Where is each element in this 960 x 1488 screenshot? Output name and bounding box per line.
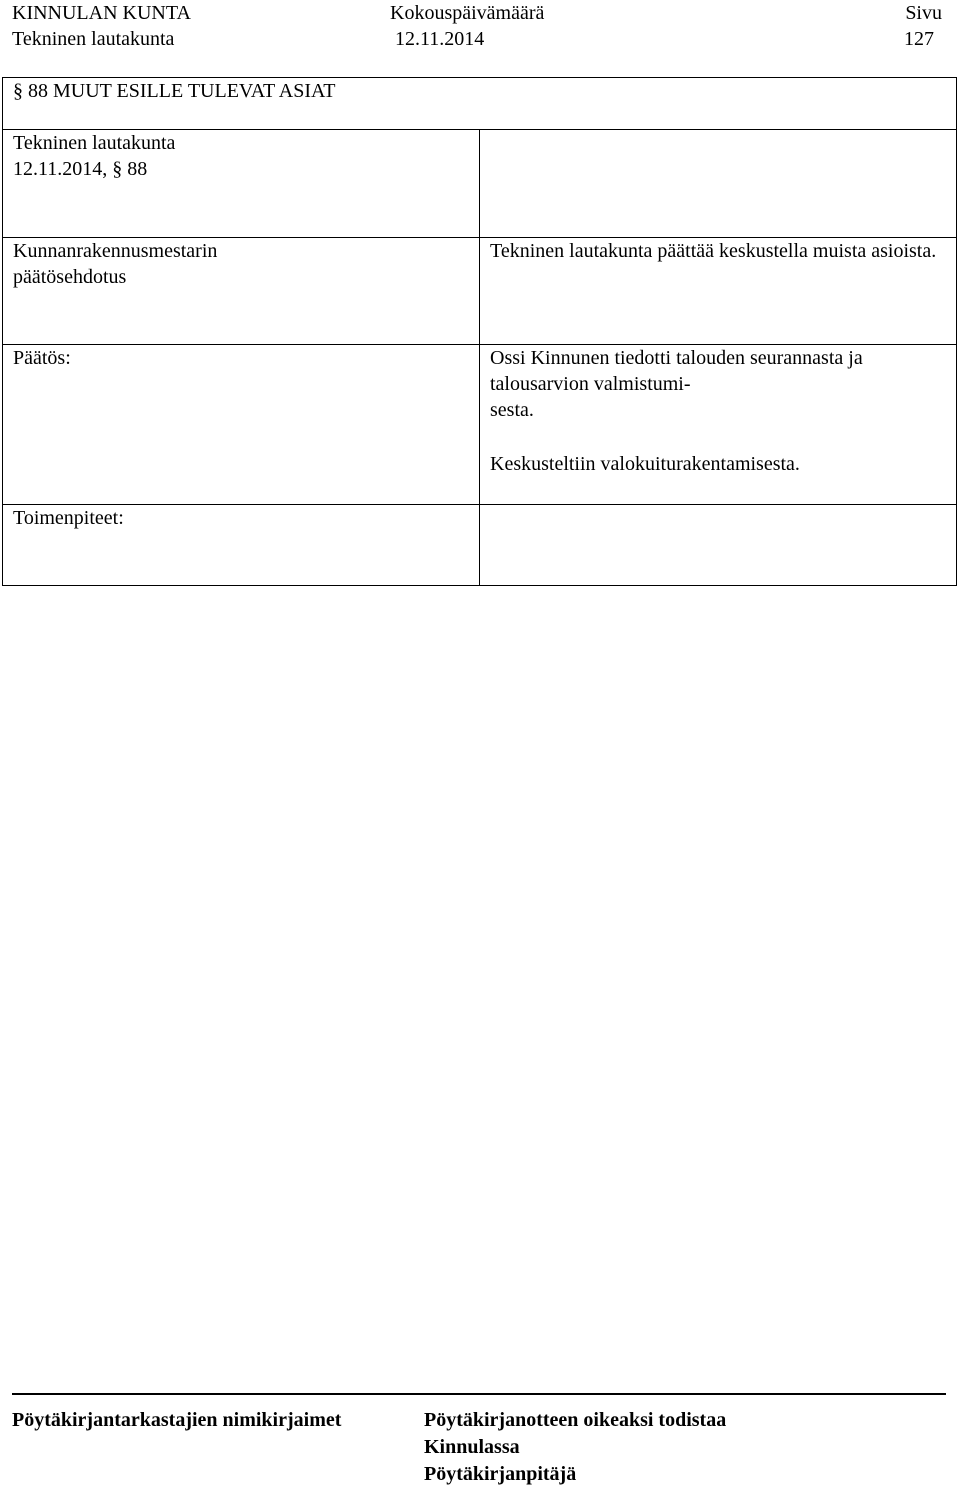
reference-committee: Tekninen lautakunta [13, 132, 176, 154]
decision-text-cell [480, 345, 957, 505]
page-number: 127 [904, 28, 934, 50]
inspectors-initials-label: Pöytäkirjantarkastajien nimikirjaimet [12, 1409, 342, 1431]
section-reference-cell [3, 130, 480, 238]
section-title-cell [3, 78, 957, 130]
section-table [2, 77, 957, 586]
proposal-text-cell [480, 238, 957, 345]
page-label: Sivu [905, 2, 942, 24]
reference-date-paragraph: 12.11.2014, § 88 [13, 158, 148, 180]
empty-cell [480, 130, 957, 238]
meeting-date-label: Kokouspäivämäärä [390, 2, 545, 24]
decision-text-line1: Ossi Kinnunen tiedotti talouden seurannasta ja talousarvion valmistumi- [490, 347, 863, 395]
meeting-date: 12.11.2014 [395, 28, 485, 50]
actions-label: Toimenpiteet: [13, 507, 124, 529]
decision-label: Päätös: [13, 347, 71, 369]
certification-place: Kinnulassa [424, 1436, 520, 1458]
decision-text-line2: sesta. [490, 399, 534, 421]
proposal-label-cell [3, 238, 480, 345]
decision-text-paragraph2: Keskusteltiin valokuiturakentamisesta. [490, 453, 800, 475]
decision-label-cell [3, 345, 480, 505]
proposal-label-line2: päätösehdotus [13, 266, 127, 288]
minutes-keeper-label: Pöytäkirjanpitäjä [424, 1463, 577, 1485]
actions-label-cell [3, 505, 480, 586]
footer-divider [12, 1393, 946, 1395]
municipality-name: KINNULAN KUNTA [12, 2, 191, 24]
certification-line1: Pöytäkirjanotteen oikeaksi todistaa [424, 1409, 727, 1431]
section-title: § 88 MUUT ESILLE TULEVAT ASIAT [13, 80, 336, 102]
actions-text-cell [480, 505, 957, 586]
proposal-text: Tekninen lautakunta päättää keskustella muista asioista. [490, 240, 937, 262]
committee-name: Tekninen lautakunta [12, 28, 175, 50]
proposal-label-line1: Kunnanrakennusmestarin [13, 240, 218, 262]
